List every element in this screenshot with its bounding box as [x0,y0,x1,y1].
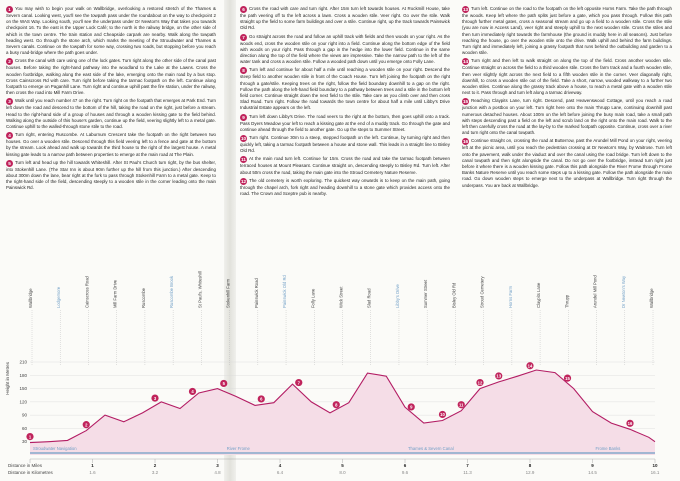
instructions-column-3 [462,6,672,191]
step-number-badge: 12 [240,178,247,184]
step-text: Walk until you reach number 47 on the right. Turn right on the footpath that emerges at Park End. Turn left down the road and descend to the bottom of the hill, taking the road on the right, just before a stream. Head to the right-hand side of a group of houses and through a wooden kissing gate to the field behind. Walking along the outside of this house's garden, continue up the field, veering slightly left to a metal gate. Continue uphill to the walled-through stone stile to the road. [6,98,216,130]
step-text: Turn right. Continue 30m to a steep, stepped footpath on the left. Continue, by turning right and then quickly left, taking a tarmac footpath between a house and stone wall. This leads in a straight line to Bisley Old Rd. [240,135,450,154]
instruction-step [6,58,216,96]
mile-tick-label: 1 [91,463,94,468]
step-number-badge: 7 [240,34,247,41]
y-tick-label: 180 [19,372,27,378]
instruction-step [6,98,216,130]
axis-title: Height in Metres [5,362,10,395]
y-tick-label: 60 [21,425,27,431]
instruction-step [240,114,450,133]
place-label: Stroud Cemetery [479,276,485,308]
place-label: Mill Farm Drive [112,279,118,308]
instruction-step [462,138,672,188]
instruction-step [240,135,450,154]
place-label: Ruscombe Brook [169,275,175,308]
miles-axis-title: Distance in Miles [8,463,43,468]
step-number-badge: 15 [462,99,469,105]
place-label: Claypits Lane [536,282,542,308]
step-number-badge: 13 [462,7,469,12]
place-label: Painswick Old Rd [282,275,288,308]
step-number-badge: 11 [241,157,246,163]
water-feature-label: Stroudwater Navigation [33,446,77,451]
instruction-step [240,6,450,32]
checkpoint-number: 1 [28,434,32,440]
place-label: Bisley Old Rd [451,282,457,308]
checkpoint-number: 9 [410,404,413,410]
km-tick-label: 9.6 [401,470,409,475]
step-text: Go straight across the road and follow an uphill track with fields and then woods on your right. As the woods end, cross the wooden stile on your right into a field. Continue along the bottom edge of the field with woods on your right. Pass through a gap in the hedge into the lower field. Continue in the same direction along the top of the field where the views are impressive. Take the narrow path to the left of the water tank and cross a wooden stile. Follow a wooded path down until you emerge onto Folly Lane. [240,33,450,65]
km-tick-label: 12.9 [525,470,535,475]
place-label: Arundel Mill Pond [592,275,598,308]
step-text: Turn left and continue for about half a mile until reaching a wooden stile on your right. Descend the steep field to another wooden stile in front of the Coach House. Turn left joining the footpath on the right through a gate/stile. Keeping trees on the right, follow the field boundary downhill to a gap on the right. Follow the path along the left-hand field boundary to a pathway between trees and a stile in the bottom left field corner. Continue straight down the next field to the stile. Take care as you climb over and then cross Slad Road. Turn right. Follow the road towards the town centre for about half a mile until Libby's Drive Industrial Estate appears on the left. [240,67,450,111]
instruction-step [240,178,450,197]
y-tick-label: 90 [21,412,27,418]
step-text: You may wish to begin your walk on Wallbridge, overlooking a restored stretch of the Thames & Severn canal. Looking west, you'll see the towpath pass under the roundabout on the way to checkpoint 2 on the WAS Way. Looking south, you'll see the underpass under Dr Newton's Way that takes you towards checkpoint 16. To the east is the Upper Lock Café; to the north is the railway bridge, on the other side of which is the town centre. The train station and Cheapside carpark are nearby. Walk along the towpath heading west. Go through the stone arch, which marks the meeting of the Stroudwater and Thames & Severn canals. Continue on the towpath for some way, crossing two roads, but stopping before you reach a busy road-bridge where the path goes under. [6,6,216,56]
elevation-profile-chart [0,250,680,481]
step-text: Turn left down Libby's Drive. The road veers to the right at the bottom, then goes uphill onto a track. Pass Dyers Meadow your left to reach a kissing gate at the end of a muddy track. Go through the gate and continue ahead through the field to another gate. Go up the steps to Summer Street. [240,113,450,132]
step-number-badge: 9 [240,114,247,121]
step-text: Continue straight on, crossing the road at Butterrow, past the Arundel Mill Pond on your right, veering left at the picnic area, until you reach the pedestrian crossing at Dr Newton's Way, by Waitrose. Turn left onto the pavement, walk under the viaduct and over the canal using the road bridge. Turn left down to the canal towpath and then right alongside the canal. Do not go over the footbridge, instead turn right just before it where there is a wooden kissing gate. Follow this path alongside the River Frome through Frome Banks Nature Reserve until you reach some steps up to a kissing gate. Follow the path alongside the main road. Go down wooden steps to emerge next to the underpass at Wallbridge. Turn right through the underpass. You are back at Wallbridge. [462,138,672,188]
checkpoint-number: 4 [191,389,194,395]
km-tick-label: 11.3 [463,470,472,475]
instruction-step [6,132,216,158]
checkpoint-number: 15 [565,375,570,381]
step-text: Cross the road with care and turn right. After 15m turn left towards houses. At Rockmill House, take the path veering off to the left across a lawn. Cross a wooden stile. Veer right. Go over the stile. Walk straight up the field to some farm buildings and over a stile. Continue right, up the track towards Painswick Old Rd. [240,6,450,31]
checkpoint-number: 12 [477,380,483,386]
step-number-badge: 16 [462,139,469,145]
place-label: Summer Street [423,279,429,308]
mile-tick-label: 2 [153,463,157,468]
step-number-badge: 2 [6,58,13,65]
checkpoint-number: 16 [627,421,633,427]
km-tick-label: 8.0 [339,470,346,475]
step-number-badge: 14 [462,59,469,65]
mile-tick-label: 6 [403,463,407,468]
y-tick-label: 30 [21,439,27,445]
checkpoint-number: 6 [260,396,263,402]
step-text: Cross the canal with care using one of the lock gates. Turn right along the other side of the canal past houses. Before taking the right-hand pathway into the woodland to the Lake at the Lawns. Cross the wooden footbridge, walking along the east side of the lake, emerging onto the main road by a bus stop. Cross Cainscross Rd with care. Turn right before taking the tarmac footpath on the left. Continue along footpath to emerge on Paganhill Lane. Turn right and continue uphill past the fire station, under the railway, then cross the road into Mill Farm Drive. [6,58,216,96]
step-text: Reaching Claypits Lane, turn right. Descend, past Heavenswood Cottage, until you reach a road junction with a postbox on your left. Turn right here onto the main Thrupp Lane, continuing downhill past numerous detached houses. About 100m on the left before joining the busy main road, take a small path with steps descending past a field on the left and scrub land on the right onto the main road. Walk to the left then carefully cross the road at the lay-by to the marked footpath opposite. Continue, cross over a river and turn right onto the canal towpath. [462,98,672,136]
step-text: At the main road turn left. Continue for 15m. Cross the road and take the tarmac footpath between terraced houses at Mount Pleasant. Continue straight on, descending steeply to Bisley Rd. Turn left. After about 50m cross the road, taking the main gate into the Stroud Cemetery Nature Reserve. [240,156,450,175]
y-tick-label: 150 [19,386,27,392]
step-text: Turn left and head up the hill towards Whiteshill. After St Paul's Church turn right, by the bus shelter, into Stokenhill Lane. (The Star Inn is about 90m further up the hill from this junction.) After descending about 300m down the lane, bear right at the fork to pass through Stokenhill Farm to a metal gate. Keep to the right-hand side of the field, descending steeply to a wooden stile in the corner leading onto the main Painswick Rd. [6,159,216,191]
checkpoint-number: 10 [440,412,445,418]
instruction-step [6,160,216,192]
step-number-badge: 4 [6,132,13,139]
mile-tick-label: 7 [466,463,469,468]
step-number-badge: 5 [6,160,13,167]
instructions-column-2 [240,6,450,199]
place-label: Stokenhill Farm [225,278,231,308]
instructions-column-1 [6,6,216,194]
place-label: Wallbridge [649,288,654,308]
instruction-step [462,58,672,96]
place-label: Wick Street [338,286,344,308]
step-text: The old cemetery is worth exploring. The quickest way onwards is to keep on the main path, going through the chapel arch, fork right and heading downhill to a stone gate which provides access onto the road. The Crown and Sceptre pub is nearby. [240,177,450,197]
checkpoint-number: 11 [459,402,464,408]
km-tick-label: 4.8 [214,470,221,475]
km-tick-label: 14.5 [588,470,597,475]
place-label: Folly Lane [310,288,316,308]
place-label: Cainscross Road [84,276,90,308]
mile-tick-label: 4 [278,463,282,468]
mile-tick-label: 9 [591,463,594,468]
step-text: Turn right, entering Ruscombe. At Laburnum Crescent take the footpath on the right between two houses. Go over a wooden stile. Descend through this field veering left to a fence and gate at the bottom by the stream. Look ahead and walk up towards the third house to the right of the largest house. A metal kissing gate leads to a narrow path between properties to emerge at the main road at The Plain. [6,132,216,157]
checkpoint-number: 7 [297,380,300,386]
step-number-badge: 1 [6,6,13,13]
checkpoint-number: 3 [153,395,157,401]
step-number-badge: 8 [240,67,247,74]
mile-tick-label: 5 [341,463,344,468]
instruction-step [462,98,672,136]
km-tick-label: 3.2 [151,470,159,475]
water-feature-label: Thames & Severn Canal [408,446,454,451]
instruction-step [462,6,672,56]
place-label: Dr Newton's Way [620,275,626,308]
place-label: Wallbridge [28,288,33,308]
place-label: St Paul's, Whiteshill [197,271,203,308]
place-label: Painswick Road [253,278,259,308]
water-feature-label: Frome Banks [595,446,621,451]
instruction-step [240,67,450,111]
checkpoint-number: 2 [85,422,88,428]
checkpoint-number: 8 [335,402,338,408]
place-label: Slad Road [366,288,372,308]
instruction-step [6,6,216,56]
water-feature-label: River Frome [226,446,250,451]
place-label: Horns Farm [507,285,513,308]
checkpoint-number: 13 [496,373,502,379]
step-number-badge: 3 [6,98,13,105]
place-label: Lodgemore [56,286,62,308]
y-tick-label: 120 [19,399,27,405]
profile-area [30,370,655,455]
y-tick-label: 210 [19,359,27,365]
instruction-step [240,34,450,66]
mile-tick-label: 10 [652,463,658,468]
instruction-step [240,156,450,175]
place-label: Thrupp [564,294,570,308]
place-label: Libby's Drive [394,284,400,308]
km-tick-label: 1.6 [89,470,96,475]
km-tick-label: 16.1 [650,470,660,475]
checkpoint-number: 5 [222,381,225,387]
mile-tick-label: 8 [528,463,532,468]
step-number-badge: 6 [240,6,247,13]
step-text: Turn right and then left to walk straight on along the top of the field. Cross another wooden stile. Continue straight on across the field to a third wooden stile. Cross the farm track and a fourth wooden stile, then veer slightly right across the next field to a fifth wooden stile in the corner. Veer diagonally right, downhill, to cross a wooden stile out of the field. Take a short, narrow, wooded walkway to a further two wooden stiles. Continue along the grassy track above a house, to reach a metal gate with a wooden stile next to it. Pass through and turn left along a tarmac driveway. [462,58,672,96]
km-axis-title: Distance in Kilometres [8,470,53,475]
mile-tick-label: 3 [216,463,219,468]
step-text: Turn left. Continue on the road to the footpath on the left opposite Horns Farm. Take the path through the woods. Keep left where the path splits just before a gate, which you pass through. Follow this path through further metal gates, cross a seasonal stream and go up a field to a wooden stile. Cross the stile (you are now in Access Land), veer right and steeply uphill to the next wooden stile. Cross the stiles and then turn immediately right towards the farmhouse (the ground is muddy here in all seasons). Just before reaching the house, go over the wooden stile onto the drive. Walk uphill and behind the farm buildings. Turn right and immediately left, joining a grassy footpath that runs behind the outbuilding and garden to a wooden stile. [462,6,672,56]
step-number-badge: 10 [240,136,247,142]
checkpoint-number: 14 [527,363,533,369]
km-tick-label: 6.4 [276,470,284,475]
place-label: Ruscombe [140,287,146,308]
